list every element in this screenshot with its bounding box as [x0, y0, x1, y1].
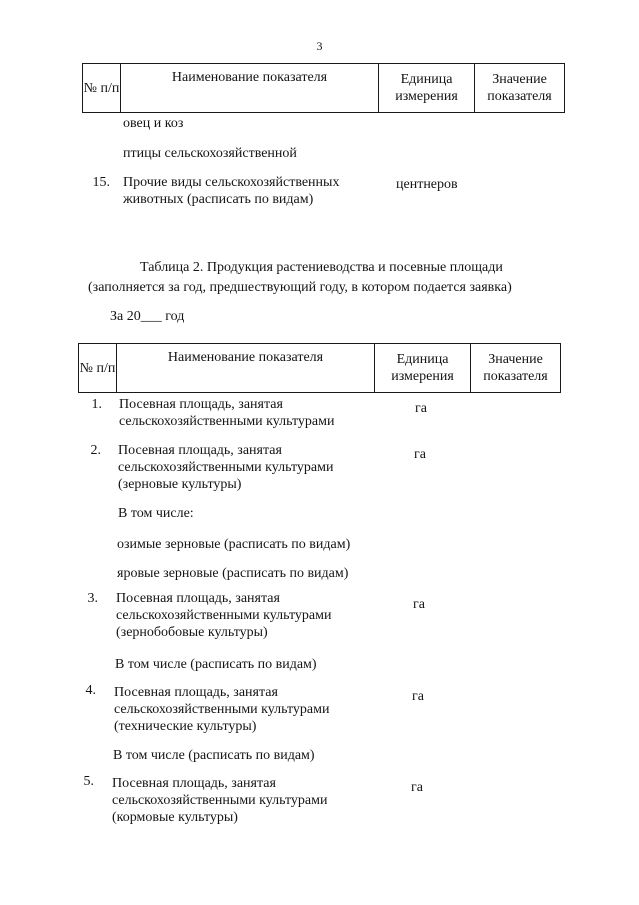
- row-text: Посевная площадь, занятая сельскохозяйственными культурами (технические культуры): [114, 685, 330, 734]
- header-col-value: Значение показателя: [471, 344, 561, 393]
- row-text: Посевная площадь, занятая сельскохозяйственными культурами (кормовые культуры): [112, 776, 328, 825]
- row-number: 1.: [91, 397, 102, 412]
- header-col-unit: Единица измерения: [375, 344, 471, 393]
- row-text: Посевная площадь, занятая сельскохозяйственными культурами (зерновые культуры): [118, 443, 334, 492]
- row-text: Посевная площадь, занятая сельскохозяйственными культурами: [119, 397, 335, 429]
- list-item: В том числе (расписать по видам): [115, 657, 317, 672]
- row-unit: центнеров: [396, 177, 458, 192]
- header-col-value: Значение показателя: [475, 64, 565, 113]
- row-number: 15.: [92, 175, 110, 190]
- list-item: В том числе:: [118, 506, 194, 521]
- row-unit: га: [414, 447, 426, 462]
- table2-header: [78, 343, 561, 393]
- row-text: Посевная площадь, занятая сельскохозяйственными культурами (зернобобовые культуры): [116, 591, 332, 640]
- list-item: яровые зерновые (расписать по видам): [117, 566, 349, 581]
- table2-year: За 20___ год: [110, 309, 185, 324]
- row-unit: га: [411, 780, 423, 795]
- row-text: Прочие виды сельскохозяйственных животных (расписать по видам): [123, 175, 340, 207]
- table2-title: Таблица 2. Продукция растениеводства и посевные площади: [140, 260, 503, 275]
- row-number: 3.: [87, 591, 98, 606]
- row-number: 4.: [85, 683, 96, 698]
- page-number: 3: [316, 39, 323, 53]
- header-col-unit: Единица измерения: [379, 64, 475, 113]
- list-item: овец и коз: [123, 116, 184, 131]
- header-col-name: Наименование показателя: [117, 344, 375, 393]
- table2-subtitle: (заполняется за год, предшествующий году, в котором подается заявка): [88, 280, 512, 295]
- table1-header: [82, 63, 565, 113]
- list-item: озимые зерновые (расписать по видам): [117, 537, 351, 552]
- header-col-name: Наименование показателя: [121, 64, 379, 113]
- row-number: 2.: [90, 443, 101, 458]
- row-unit: га: [413, 597, 425, 612]
- row-unit: га: [412, 689, 424, 704]
- list-item: птицы сельскохозяйственной: [123, 146, 297, 161]
- row-unit: га: [415, 401, 427, 416]
- row-number: 5.: [83, 774, 94, 789]
- header-col-number: № п/п: [83, 64, 121, 113]
- list-item: В том числе (расписать по видам): [113, 748, 315, 763]
- header-col-number: № п/п: [79, 344, 117, 393]
